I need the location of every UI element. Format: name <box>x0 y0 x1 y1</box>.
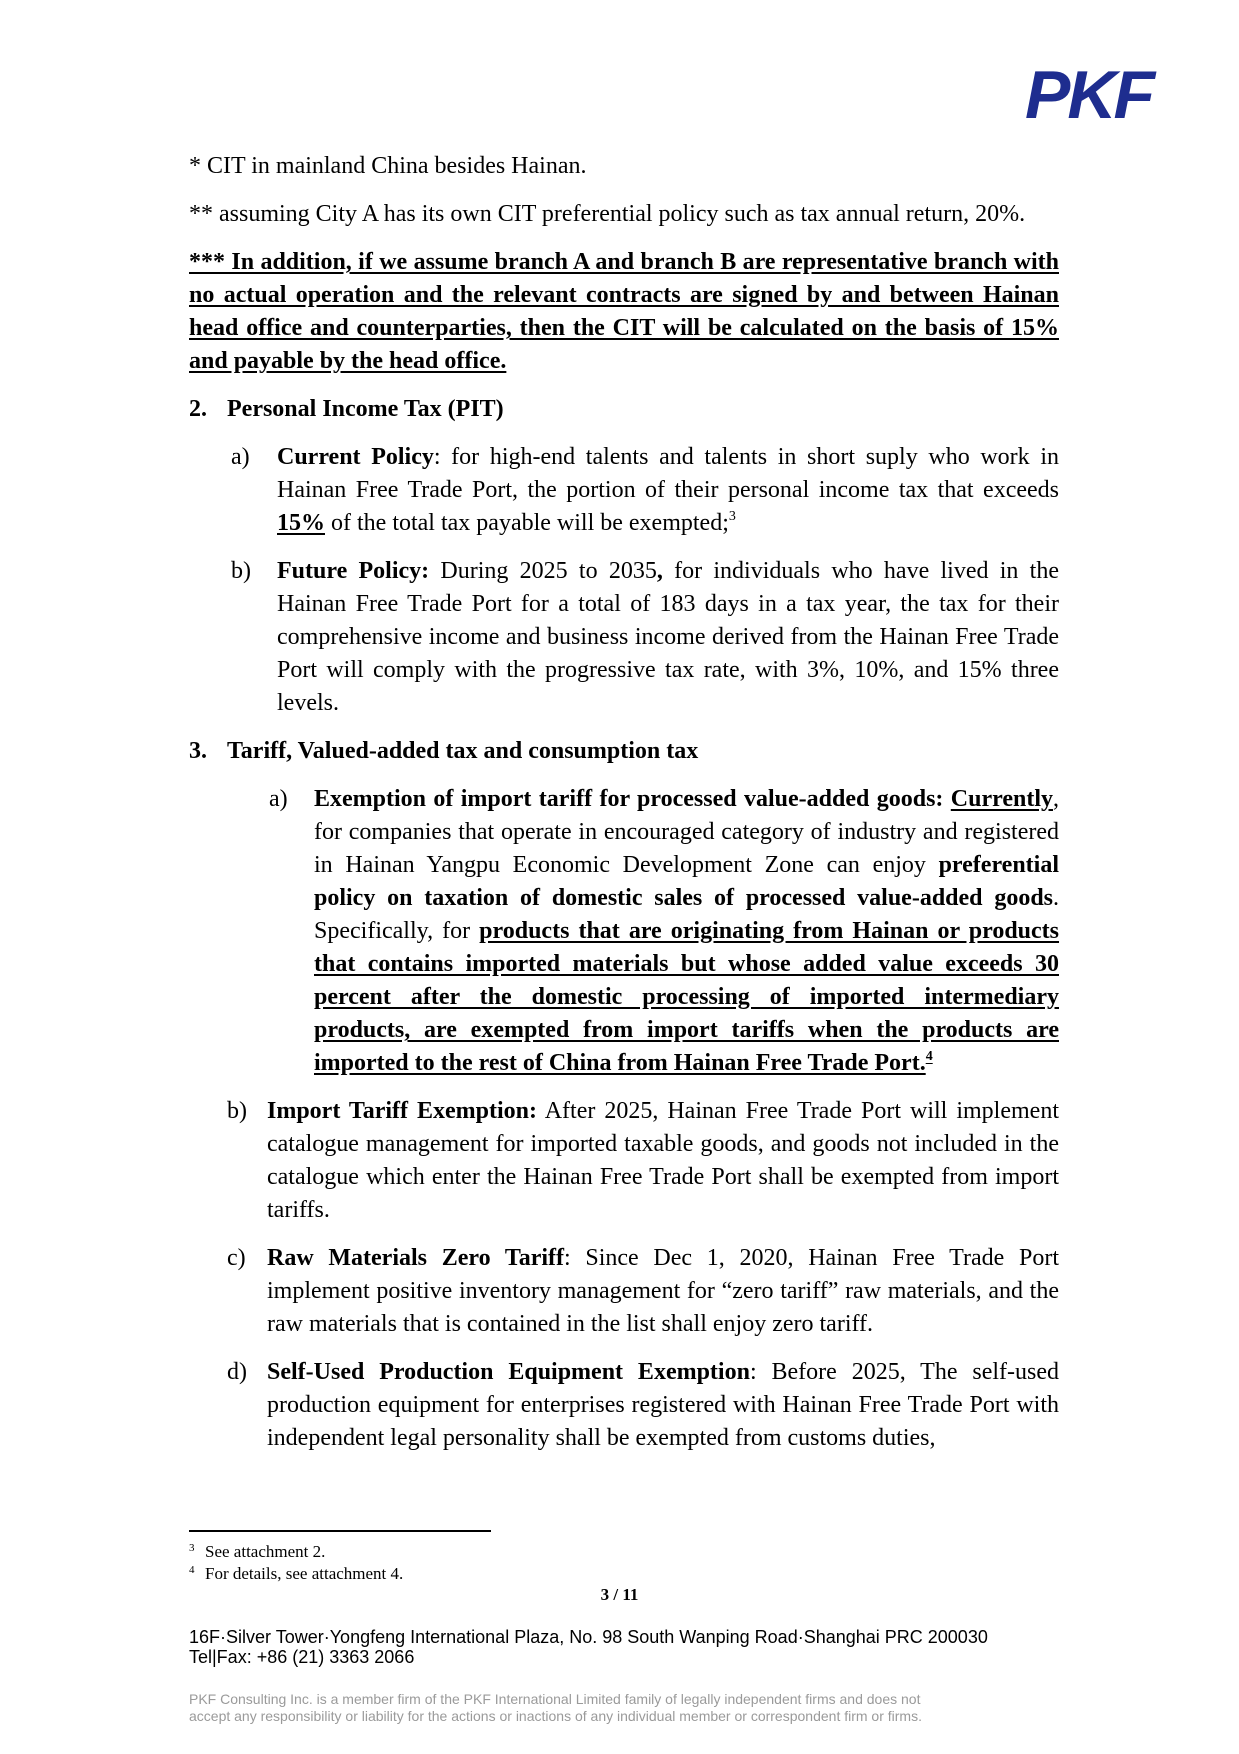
list-item-processed-goods <box>189 783 1059 1080</box>
list-marker: b) <box>227 1098 247 1124</box>
item-text: : for high-end talents and talents in short suply who work in Hainan Free Trade Port, the portion of their personal income tax that exceeds <box>277 444 1059 503</box>
item-heading: Import Tariff Exemption: <box>267 1098 538 1124</box>
section-3-heading <box>189 735 1059 768</box>
item-emphasis: preferential policy on taxation of domestic sales of processed value-added goods <box>314 852 1059 911</box>
footnote-text: For details, see attachment 4. <box>205 1564 404 1583</box>
section-number: 2. <box>189 396 207 422</box>
list-marker: c) <box>227 1245 246 1271</box>
item-emphasis: products that are originating from Hainan or products that contains imported materials but whose added value exceeds 30 percent after the domestic processing of imported intermediary products, are exempted from import tariffs when the products are imported to the rest of China from Hainan Free Trade Port. <box>314 918 1060 1076</box>
section-title: Personal Income Tax (PIT) <box>227 396 504 422</box>
item-text: , <box>656 558 663 584</box>
office-address <box>189 1627 988 1667</box>
svg-text:PKF: PKF <box>1025 62 1152 124</box>
list-item-text <box>267 1242 1059 1341</box>
item-emphasis: Currently <box>950 786 1053 812</box>
list-item-text <box>277 555 1059 720</box>
item-text: During 2025 to 2035 <box>429 558 657 584</box>
item-text: : Before 2025, The self-used production equipment for enterprises registered with Hainan Free Trade Port with independent legal personality shall be exempted from customs duties, <box>267 1359 1059 1451</box>
disclaimer-line: PKF Consulting Inc. is a member firm of the PKF International Limited family of legally independent firms and does not <box>189 1691 921 1707</box>
list-item-text <box>314 783 1059 1080</box>
item-text: After 2025, Hainan Free Trade Port will implement catalogue management for imported taxable goods, and goods not included in the catalogue which enter the Hainan Free Trade Port shall be exempted from import tariffs. <box>267 1098 1059 1223</box>
disclaimer-line: accept any responsibility or liability for the actions or inactions of any individual member or correspondent firm or firms. <box>189 1708 922 1724</box>
list-item-import-tariff <box>189 1095 1059 1227</box>
item-text: , for companies that operate in encouraged category of industry and registered in Hainan Yangpu Economic Development Zone can enjoy <box>314 786 1059 878</box>
list-item-text <box>267 1095 1059 1227</box>
footnote-text: See attachment 2. <box>205 1542 326 1561</box>
disclaimer <box>189 1691 1089 1725</box>
footnote <box>189 1563 403 1585</box>
list-marker: b) <box>231 558 251 584</box>
footnotes <box>189 1541 403 1585</box>
item-heading: Current Policy <box>277 444 434 470</box>
list-item-equipment <box>189 1356 1059 1455</box>
footnote-number: 3 <box>189 1542 195 1554</box>
item-text: of the total tax payable will be exempted; <box>325 510 729 536</box>
section-number: 3. <box>189 738 207 764</box>
item-heading: Raw Materials Zero Tariff <box>267 1245 564 1271</box>
footnote-divider <box>189 1530 491 1532</box>
list-item-text <box>277 441 1059 540</box>
list-marker: a) <box>231 444 250 470</box>
list-item-pit-current <box>189 441 1059 540</box>
list-marker: a) <box>269 786 288 812</box>
note-cit-mainland: * CIT in mainland China besides Hainan. <box>189 153 587 179</box>
pkf-logo <box>1023 62 1159 124</box>
page-number: 3 / 11 <box>600 1585 639 1604</box>
footnote-ref: 3 <box>728 509 736 524</box>
item-text: for individuals who have lived in the Hainan Free Trade Port for a total of 183 days in a tax year, the tax for their comprehensive income and business income derived from the Hainan Free Trade Port will comply with the progressive tax rate, with 3%, 10%, and 15% three levels. <box>277 558 1060 716</box>
section-title: Tariff, Valued-added tax and consumption tax <box>227 738 699 764</box>
item-text: . Specifically, for <box>314 885 1059 944</box>
footnote-number: 4 <box>189 1564 195 1576</box>
list-marker: d) <box>227 1359 247 1385</box>
emphasis-rate: 15% <box>277 510 325 536</box>
contact-line: Tel|Fax: +86 (21) 3363 2066 <box>189 1647 415 1667</box>
footnote-ref: 4 <box>925 1049 933 1064</box>
list-item-raw-materials <box>189 1242 1059 1341</box>
note-city-a: ** assuming City A has its own CIT preferential policy such as tax annual return, 20%. <box>189 201 1026 227</box>
document-body <box>189 150 1059 1470</box>
item-heading: Self-Used Production Equipment Exemption <box>267 1359 750 1385</box>
item-heading: Exemption of import tariff for processed value-added goods: <box>314 786 951 812</box>
list-item-text <box>267 1356 1059 1455</box>
item-text: : Since Dec 1, 2020, Hainan Free Trade Port implement positive inventory management for “zero tariff” raw materials, and the raw materials that is contained in the list shall enjoy zero tariff. <box>267 1245 1060 1337</box>
list-item-pit-future <box>189 555 1059 720</box>
section-2-heading <box>189 393 1059 426</box>
item-heading: Future Policy: <box>277 558 430 584</box>
address-line: 16F·Silver Tower·Yongfeng International Plaza, No. 98 South Wanping Road·Shanghai PRC 200030 <box>189 1627 988 1647</box>
footnote <box>189 1541 403 1563</box>
note-representative-branch: *** In addition, if we assume branch A and branch B are representative branch with no actual operation and the relevant contracts are signed by and between Hainan head office and counterparties, then the CIT will be calculated on the basis of 15% and payable by the head office. <box>189 249 1059 374</box>
